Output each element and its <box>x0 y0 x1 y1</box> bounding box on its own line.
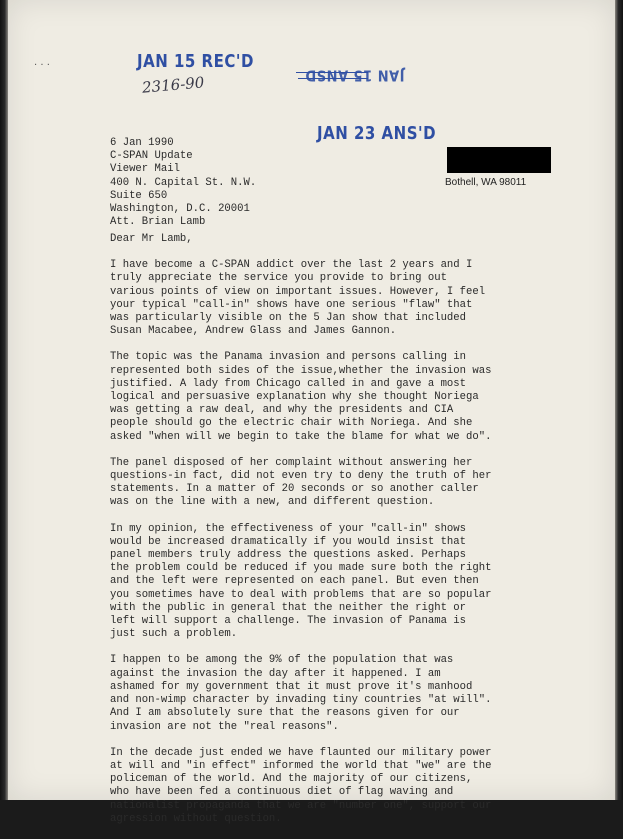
body-paragraph: The topic was the Panama invasion and persons calling in represented both sides of the issue,whether the invasion was justified. A lady from Chicago called in and gave a most logical and persuasive explanation why she thought Noriega was getting a raw deal, and why the presidents and CIA people should go the electric chair with Noriega. And she asked "when will we begin to take the blame for what we do". <box>110 351 492 443</box>
scan-right-edge <box>615 0 623 800</box>
answered-date-stamp: JAN 23 ANS'D <box>317 122 437 144</box>
body-paragraph: In my opinion, the effectiveness of your "call-in" shows would be increased dramatically if you would insist that panel members truly address the questions asked. Perhaps the problem could be reduced if you made sure both the right and the left were represented on each panel. But even then you sometimes have to deal with problems that are so popular with the public in general that the neither the right or left will support a challenge. The invasion of Panama is just such a problem. <box>110 522 492 641</box>
scan-left-edge <box>0 0 8 800</box>
salutation: Dear Mr Lamb, <box>110 233 193 245</box>
crossed-out-date-stamp: JAN 15 ANSD <box>305 65 405 84</box>
recipient-line: Viewer Mail <box>110 163 180 176</box>
recipient-line: 400 N. Capital St. N.W. <box>110 176 257 189</box>
strike-through-line <box>296 72 368 73</box>
strike-through-line <box>298 78 368 79</box>
recipient-line: C-SPAN Update <box>110 150 193 163</box>
recipient-line: Suite 650 <box>110 189 168 202</box>
letter-address-block <box>110 137 256 229</box>
body-paragraph: The panel disposed of her complaint without answering her questions-in fact, did not even try to deny the truth of her statements. In a matter of 20 seconds or so another caller was on the line with a new, and different question. <box>110 456 492 509</box>
sender-location: Bothell, WA 98011 <box>445 177 527 188</box>
handwritten-reference-number: 2316-90 <box>141 73 206 97</box>
paper-speck: · · · <box>34 60 50 71</box>
recipient-line: Att. Brian Lamb <box>110 216 206 229</box>
letter-date: 6 Jan 1990 <box>110 137 174 149</box>
body-paragraph: I have become a C-SPAN addict over the last 2 years and I truly appreciate the service you provide to bring out various points of view on important issues. However, I feel your typical "call-in" shows have one serious "flaw" that was particularly visible on the 5 Jan show that included Susan Macabee, Andrew Glass and James Gannon. <box>110 259 486 338</box>
received-date-stamp: JAN 15 REC'D <box>137 50 254 72</box>
body-paragraph: In the decade just ended we have flaunted our military power at will and "in effect" informed the world that "we" are the policeman of the world. And the majority of our citizens, who have been fed a continuous diet of flag waving and nationalist propaganda that we are "number one", support our agression without question. <box>110 746 492 825</box>
redacted-sender-name <box>447 147 551 173</box>
recipient-line: Washington, D.C. 20001 <box>110 203 250 216</box>
body-paragraph: I happen to be among the 9% of the population that was against the invasion the day after it happened. I am ashamed for my government that it must prove it's manhood and non-wimp character by invading tiny countries "at will". And I am absolutely sure that the reasons given for our invasion are not the "real reasons". <box>110 654 492 733</box>
letter-body <box>110 233 590 839</box>
